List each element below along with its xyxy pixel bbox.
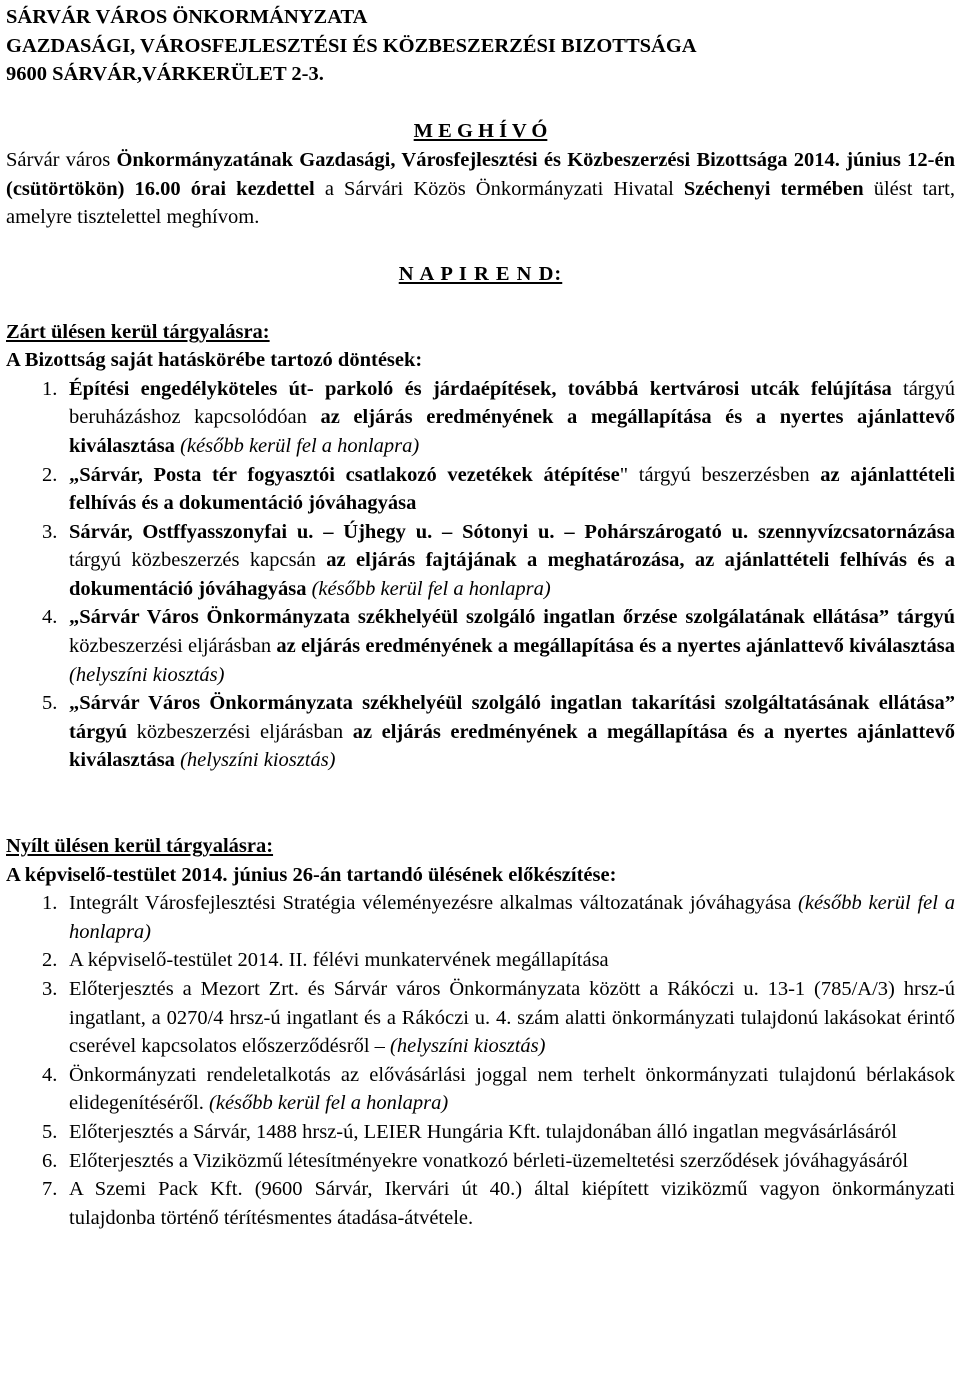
item-plain-text: tárgyú beruházáshoz kapcsolódóan <box>69 377 955 429</box>
item-bold-text: Építési engedélyköteles út- parkoló és járdaépítések, továbbá kertvárosi utcák felújítása <box>69 377 892 400</box>
item-bold-text: az eljárás eredményének a megállapítása és a nyertes ajánlattevő kiválasztása <box>276 635 955 658</box>
item-note: (később kerül fel a honlapra) <box>69 892 955 943</box>
list-item <box>6 461 955 518</box>
list-item <box>6 1118 955 1147</box>
item-number: 3. <box>42 978 58 1000</box>
item-text <box>69 461 955 518</box>
invitation-text-2: Önkormányzatának Gazdasági, Városfejlesztési és Közbeszerzési Bizottsága 2014. június 12-én (csütörtökön) 16.00 órai kezdettel <box>6 148 955 200</box>
item-number: 2. <box>42 949 58 972</box>
agenda-title: N A P I R E N D: <box>398 263 563 286</box>
list-item <box>6 603 955 689</box>
item-plain-text: Előterjesztés a Viziközmű létesítményekre vonatkozó bérleti-üzemeltetési szerződések jóváhagyásáról <box>69 1149 909 1172</box>
item-note: (később kerül fel a honlapra) <box>203 1092 449 1115</box>
open-session-subtitle: A képviselő-testület 2014. június 26-án tartandó ülésének előkészítése: <box>6 863 617 886</box>
item-plain-text: A képviselő-testület 2014. II. félévi munkatervének megállapítása <box>69 949 609 972</box>
open-session-title: Nyílt ülésen kerül tárgyalásra: <box>6 835 274 858</box>
item-plain-text: Előterjesztés a Mezort Zrt. és Sárvár város Önkormányzata között a Rákóczi u. 13-1 (785/A/3) hrsz-ú ingatlant, a 0270/4 hrsz-ú ingatlant és a Rákóczi u. 4. szám alatti önkormányzati tulajdonú lakásokat érintő cserével kapcsolatos előszerződésről – <box>69 978 955 1058</box>
item-bold-text: az ajánlattételi felhívás és a dokumentáció jóváhagyása <box>69 463 956 515</box>
list-item <box>6 375 955 461</box>
item-text <box>69 689 955 775</box>
item-plain-text: " tárgyú beszerzésben <box>619 463 821 486</box>
item-number: 4. <box>42 1063 58 1086</box>
letterhead <box>6 3 955 89</box>
item-number: 6. <box>42 1149 58 1172</box>
letterhead-line-3: 9600 SÁRVÁR,VÁRKERÜLET 2-3. <box>6 63 324 86</box>
item-plain-text: A Szemi Pack Kft. (9600 Sárvár, Ikervári út 40.) által kiépített viziközmű vagyon önkormányzati tulajdonba történő térítésmentes átadása-átvétele. <box>69 1178 955 1229</box>
invitation-text-4: Széchenyi termében <box>683 177 864 200</box>
spacer <box>6 232 955 261</box>
item-text <box>69 603 955 689</box>
item-plain-text: közbeszerzési eljárásban <box>127 720 353 743</box>
closed-session-title: Zárt ülésen kerül tárgyalásra: <box>6 320 270 343</box>
item-bold-text: Sárvár, Ostffyasszonyfai u. – Újhegy u. – Sótonyi u. – Pohárszárogató u. szennyvízcsatornázása <box>69 520 955 543</box>
spacer <box>6 289 955 318</box>
item-text <box>69 375 955 461</box>
spacer <box>6 775 955 832</box>
closed-session-subtitle: A Bizottság saját hatáskörébe tartozó döntések: <box>6 349 423 372</box>
item-text <box>69 975 955 1061</box>
item-bold-text: az eljárás eredményének a megállapítása és a nyertes ajánlattevő kiválasztása <box>69 406 955 457</box>
invitation-text-5: ülést tart, amelyre tisztelettel meghívom. <box>6 177 955 229</box>
item-number: 2. <box>42 463 58 486</box>
item-plain-text: Előterjesztés a Sárvár, 1488 hrsz-ú, LEIER Hungária Kft. tulajdonában álló ingatlan megvásárlásáról <box>69 1120 898 1143</box>
item-number: 4. <box>42 606 58 629</box>
item-plain-text: Önkormányzati rendeletalkotás az elővásárlási joggal nem terhelt önkormányzati tulajdonú bérlakások elidegenítéséről. <box>69 1063 955 1115</box>
invitation-text-1: Sárvár város <box>6 148 117 171</box>
item-text <box>69 1061 955 1118</box>
item-note: (később kerül fel a honlapra) <box>306 577 551 600</box>
item-bold-text: az eljárás fajtájának a meghatározása, az ajánlattételi felhívás és a dokumentáció jóváhagyása <box>69 549 955 600</box>
list-item <box>6 1061 955 1118</box>
item-text <box>69 1118 955 1147</box>
item-text <box>69 946 955 975</box>
list-item <box>6 689 955 775</box>
item-number: 3. <box>42 520 58 543</box>
list-item <box>6 889 955 946</box>
list-item <box>6 946 955 975</box>
item-bold-text: az eljárás eredményének a megállapítása és a nyertes ajánlattevő kiválasztása <box>69 720 955 772</box>
list-item <box>6 518 955 604</box>
item-bold-text: „Sárvár Város Önkormányzata székhelyéül szolgáló ingatlan őrzése szolgálatának ellátása” tárgyú <box>69 606 955 629</box>
item-plain-text: Integrált Városfejlesztési Stratégia véleményezésre alkalmas változatának jóváhagyása <box>69 892 792 915</box>
item-text <box>69 518 955 604</box>
item-note: (később kerül fel a honlapra) <box>174 434 420 457</box>
item-bold-text: „Sárvár, Posta tér fogyasztói csatlakozó vezetékek átépítése <box>69 463 620 486</box>
item-text <box>69 889 955 946</box>
item-bold-text: „Sárvár Város Önkormányzata székhelyéül szolgáló ingatlan takarítási szolgáltatásának ellátása” tárgyú <box>69 692 955 743</box>
letterhead-line-2: GAZDASÁGI, VÁROSFEJLESZTÉSI ÉS KÖZBESZERZÉSI BIZOTTSÁGA <box>6 34 697 57</box>
invitation-title: M E G H Í V Ó <box>413 120 548 143</box>
list-item <box>6 1175 955 1232</box>
item-number: 7. <box>42 1178 58 1201</box>
item-text <box>69 1175 955 1232</box>
invitation-paragraph <box>6 146 955 232</box>
open-items-list <box>6 889 955 1232</box>
item-plain-text: közbeszerzési eljárásban <box>69 635 277 658</box>
item-text <box>69 1147 955 1176</box>
item-number: 1. <box>42 377 58 400</box>
item-number: 5. <box>42 692 58 715</box>
item-note: (helyszíni kiosztás) <box>174 749 336 772</box>
item-note: (helyszíni kiosztás) <box>69 663 225 686</box>
item-number: 1. <box>42 892 58 915</box>
list-item <box>6 1147 955 1176</box>
list-item <box>6 975 955 1061</box>
item-note: (helyszíni kiosztás) <box>384 1035 546 1058</box>
item-number: 5. <box>42 1120 58 1143</box>
letterhead-line-1: SÁRVÁR VÁROS ÖNKORMÁNYZATA <box>6 6 368 28</box>
item-plain-text: tárgyú közbeszerzés kapcsán <box>69 549 327 572</box>
spacer <box>6 89 955 118</box>
invitation-text-3: a Sárvári Közös Önkormányzati Hivatal <box>314 177 684 200</box>
closed-items-list <box>6 375 955 775</box>
